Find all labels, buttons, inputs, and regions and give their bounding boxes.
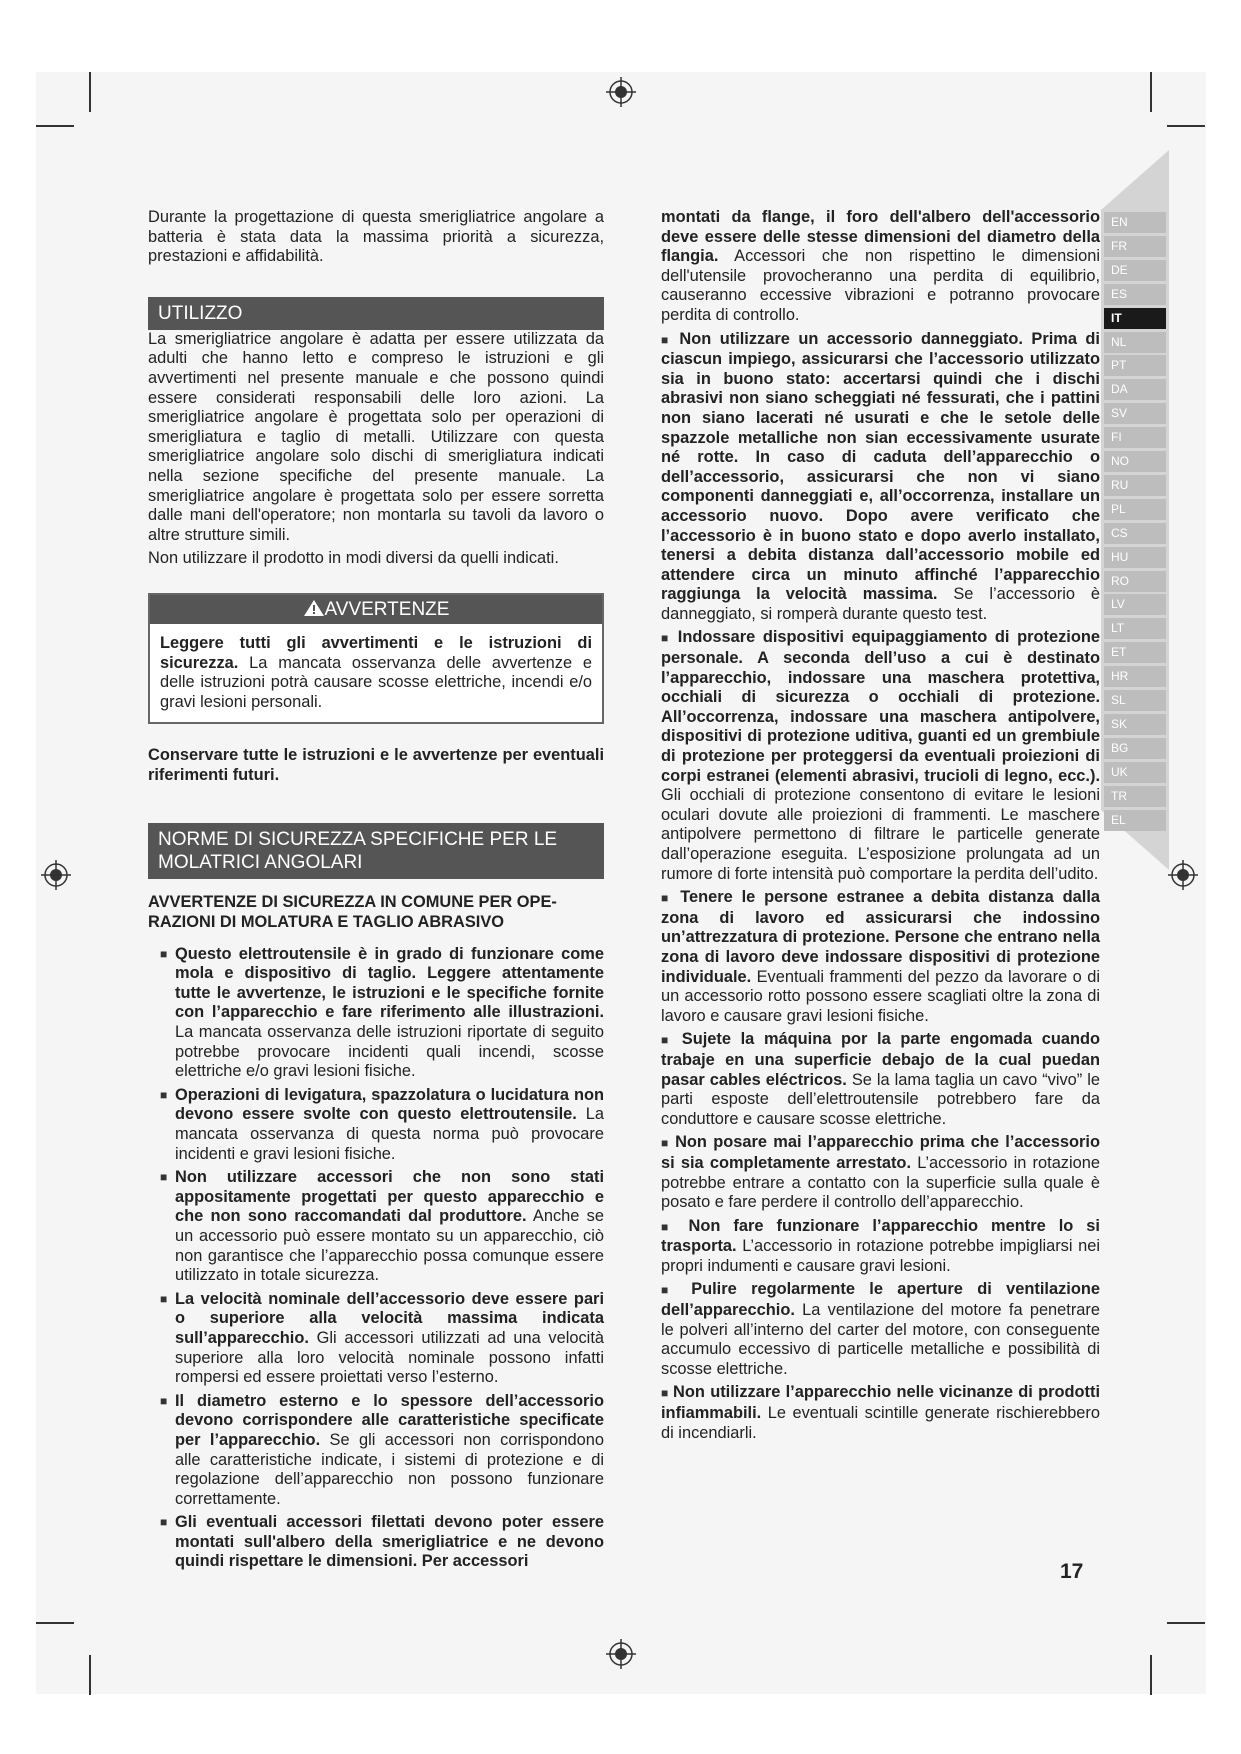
warning-title [150, 595, 602, 624]
bullet-bold: Non posare mai l’apparecchio prima che l’accessorio si sia completamente arrestato. [661, 1133, 1100, 1172]
section-header-norme [148, 823, 604, 879]
bullet-bold: Operazioni di levigatura, spazzolatura o lucidatura non devono essere svolte con questo elettroutensile. [175, 1085, 604, 1124]
left-column [148, 208, 604, 1572]
bullet-text: La ventilazione del motore fa penetrare le polveri all’interno del carter del motore, con conseguente accumulo eccessivo di particelle metalliche e possibilità di scosse elettriche. [661, 1301, 1100, 1378]
warning-text: La mancata osservanza delle avvertenze e delle istruzioni potrà causare scosse elettriche, incendi e/o gravi lesioni personali. [160, 653, 592, 711]
crop-mark [1150, 1655, 1152, 1695]
right-column [661, 208, 1100, 1443]
norme-title-line2: MOLATRICI ANGOLARI [158, 852, 363, 874]
crop-mark [89, 1655, 91, 1695]
utilizzo-paragraph: La smerigliatrice angolare è adatta per essere utilizzata da adulti che hanno letto e compreso le istruzioni e gli avvertimenti nel presente manuale e che possono quindi essere considerati responsabili delle loro azioni. La smerigliatrice angolare è progettata solo per operazioni di smerigliatura e taglio di metalli. Utilizzare con questa smerigliatrice angolare solo dischi di smerigliatura indicati nella sezione specifiche del presente manuale. La smerigliatrice angolare è progettata solo per essere sorretta dalle mani dell'operatore; non montarla su tavoli da lavoro o altre strutture simili. [148, 329, 604, 544]
bullet-text: Se gli accessori non corrispondono alle caratteristiche indicate, i sistemi di protezione e di regolazione dell’apparecchio non possono funzionare correttamente. [175, 1430, 604, 1508]
language-tab-pl[interactable]: PL [1104, 499, 1166, 520]
bullet-bold: Sujete la máquina por la parte engomada cuando trabaje en una superficie debajo de la cual puedan pasar cables eléctricos. [661, 1030, 1100, 1089]
norme-title-line1: NORME DI SICUREZZA SPECIFICHE PER LE [158, 829, 558, 851]
language-tab-uk[interactable]: UK [1104, 762, 1166, 783]
bullet-item [148, 1086, 604, 1164]
page-number: 17 [1060, 1560, 1084, 1583]
bullet-item [661, 1383, 1100, 1443]
crop-mark [1150, 72, 1152, 112]
bullet-item [661, 1280, 1100, 1379]
language-tab-sk[interactable]: SK [1104, 714, 1166, 735]
language-tab-it[interactable]: IT [1104, 308, 1166, 329]
bullet-text: Anche se un accessorio può essere montato su un apparecchio, ciò non garantisce che l’apparecchio possa comunque essere utilizzato in totale sicurezza. [175, 1207, 604, 1285]
registration-mark-icon [606, 77, 636, 107]
language-tab-sv[interactable]: SV [1104, 403, 1166, 424]
bullet-item [148, 1513, 604, 1572]
language-tab-lv[interactable]: LV [1104, 594, 1166, 615]
bullet-bold: Non utilizzare un accessorio danneggiato. Prima di ciascun impiego, assicurarsi che l’accessorio utilizzato sia in buono stato: accertarsi quindi che i dischi abrasivi non siano scheggiati né fessurati, che i pattini non siano lacerati né usurati e che le setole delle spazzole metalliche non sian eccessivamente usurate né rotte. In caso di caduta dell’apparecchio o dell’accessorio, assicurarsi che non vi siano componenti danneggiati e, all’occorrenza, installare un accessorio nuovo. Dopo avere verificato che l’accessorio è in buono stato e dopo averlo installato, tenersi a debita distanza dall’accessorio mobile ed attendere circa un minuto affinché l’apparecchio raggiunga la velocità massima. [661, 329, 1100, 604]
bullet-text: L’accessorio in rotazione potrebbe impigliarsi nei propri indumenti e causare gravi lesioni. [661, 1237, 1100, 1275]
bullet-item [661, 330, 1100, 625]
language-tab-sl[interactable]: SL [1104, 690, 1166, 711]
crop-mark [36, 125, 74, 127]
language-tab-fr[interactable]: FR [1104, 236, 1166, 257]
bullet-text: Gli accessori utilizzati ad una velocità superiore alla loro velocità nominale possono infatti rompersi ed essere proiettati verso l’esterno. [175, 1328, 604, 1387]
bullet-text: Se l’accessorio è danneggiato, si romperà durante questo test. [661, 585, 1100, 623]
bullet-bold: La velocità nominale dell’accessorio deve essere pari o superiore alla velocità massima indicata sull’apparecchio. [175, 1289, 604, 1347]
warning-title-text: AVVERTENZE [324, 598, 450, 620]
bullet-bold: Non utilizzare l’apparecchio nelle vicinanze di prodotti infiammabili. [661, 1383, 1100, 1423]
bullet-bold: Indossare dispositivi equipaggiamento di protezione personale. A seconda dell’uso a cui è destinato l’apparecchio, indossare una maschera protettiva, occhiali di sicurezza o occhiali di protezione. All’occorrenza, indossare una maschera antipolvere, dispositivi di protezione uditiva, guanti ed un grembiule di protezione per proteggersi da eventuali proiezioni di corpi estranei (elementi abrasivi, trucioli di legno, ecc.). [661, 628, 1100, 785]
crop-mark [36, 1622, 74, 1624]
language-tab-pt[interactable]: PT [1104, 355, 1166, 376]
language-tab-lt[interactable]: LT [1104, 618, 1166, 639]
bullet-item [661, 1030, 1100, 1129]
section-header-utilizzo: UTILIZZO [148, 297, 604, 330]
bullet-bold: Non utilizzare accessori che non sono stati appositamente progettati per questo apparecchio e che non sono raccomandati dal produttore. [175, 1168, 604, 1226]
bullet-item [661, 888, 1100, 1026]
language-tab-ru[interactable]: RU [1104, 475, 1166, 496]
bullet-text: Se la lama taglia un cavo “vivo” le parti esposte dell’elettroutensile potrebbero fare da conduttore e causare scosse elettriche. [661, 1070, 1101, 1128]
continuation-bold: montati da flange, il foro dell'albero dell'accessorio deve essere delle stesse dimensioni del diametro della flangia. [661, 208, 1100, 266]
language-tab-de[interactable]: DE [1104, 260, 1166, 281]
language-tab-es[interactable]: ES [1104, 284, 1166, 305]
warning-triangle-icon [303, 599, 325, 617]
language-tab-en[interactable]: EN [1104, 212, 1166, 233]
language-tab-no[interactable]: NO [1104, 451, 1166, 472]
bullet-bold: Pulire regolarmente le aperture di ventilazione dell’apparecchio. [661, 1280, 1100, 1320]
continuation-text: Accessori che non rispettino le dimensioni dell'utensile provocheranno una perdita di equilibrio, causeranno eccessive vibrazioni e potranno provocare perdita di controllo. [661, 247, 1100, 324]
bullet-item [148, 1290, 604, 1388]
bullet-bold: Gli eventuali accessori filettati devono poter essere montati sull'albero della smerigliatrice e ne devono quindi rispettare le dimensioni. Per accessori [175, 1513, 604, 1571]
registration-mark-icon [41, 860, 71, 890]
subtitle-line1: AVVERTENZE DI SICUREZZA IN COMUNE PER OPE- [148, 893, 557, 912]
language-tab-cs[interactable]: CS [1104, 523, 1166, 544]
bullet-item [148, 1392, 604, 1510]
bullet-text: La mancata osservanza di questa norma può provocare incidenti e gravi lesioni fisiche. [175, 1105, 604, 1163]
bullet-bold: Non fare funzionare l’apparecchio mentre lo si trasporta. [661, 1216, 1100, 1256]
language-tab-el[interactable]: EL [1104, 810, 1166, 831]
bullet-bold: Tenere le persone estranee a debita distanza dalla zona di lavoro ed assicurarsi che indossino un’attrezzatura di protezione. Persone che entrano nella zona di lavoro deve indossare dispositivi di protezione individuale. [661, 888, 1100, 986]
bullet-text: Le eventuali scintille generate rischierebbero di incendiarli. [661, 1404, 1100, 1442]
language-tab-hr[interactable]: HR [1104, 666, 1166, 687]
language-tab-fi[interactable]: FI [1104, 427, 1166, 448]
language-tab-hu[interactable]: HU [1104, 547, 1166, 568]
bullet-text: Gli occhiali di protezione consentono di evitare le lesioni oculari dovute alle proiezioni di frammenti. Le maschere antipolvere permettono di filtrare le particelle generate dall’operazione eseguita. L’esposizione prolungata ad un rumore di forte intensità può comportare la perdita dell’udito. [661, 786, 1100, 883]
utilizzo-note: Non utilizzare il prodotto in modi diversi da quelli indicati. [148, 549, 559, 568]
language-tab-nl[interactable]: NL [1104, 332, 1166, 353]
language-tab-ro[interactable]: RO [1104, 571, 1166, 592]
bullet-text: La mancata osservanza delle istruzioni riportate di seguito potrebbe provocare incidenti quali incendi, scosse elettriche e/o gravi lesioni fisiche. [175, 1023, 604, 1081]
bullet-text: L’accessorio in rotazione potrebbe entrare a contatto con la superficie sulla quale è posato e fare perdere il controllo dell’apparecchio. [661, 1153, 1100, 1212]
registration-mark-icon [606, 1639, 636, 1669]
intro-paragraph: Durante la progettazione di questa smerigliatrice angolare a batteria è stata data la massima priorità a sicurezza, prestazioni e affidabilità. [148, 208, 604, 266]
language-tab-tr[interactable]: TR [1104, 786, 1166, 807]
bullet-item [148, 945, 604, 1082]
registration-mark-icon [1168, 860, 1198, 890]
right-bullet-list [661, 330, 1100, 1444]
language-tab-da[interactable]: DA [1104, 379, 1166, 400]
left-bullet-list [148, 945, 604, 1572]
crop-mark [1167, 125, 1205, 127]
bullet-item [661, 1133, 1100, 1212]
crop-mark [89, 72, 91, 112]
language-tab-et[interactable]: ET [1104, 642, 1166, 663]
bullet-item [148, 1168, 604, 1286]
bullet-item [661, 1217, 1100, 1277]
warning-box [148, 593, 604, 724]
conserve-note: Conservare tutte le istruzioni e le avvertenze per eventuali riferimenti futuri. [148, 746, 604, 784]
warning-bold: Leggere tutti gli avvertimenti e le istruzioni di sicurezza. [160, 633, 592, 672]
bullet-text: Eventuali frammenti del pezzo da lavorare o di un accessorio rotto possono essere scagliati oltre la zona di lavoro e causare gravi lesioni fisiche. [661, 967, 1100, 1025]
subtitle-line2: RAZIONI DI MOLATURA E TAGLIO ABRASIVO [148, 913, 505, 932]
bullet-bold: Il diametro esterno e lo spessore dell’accessorio devono corrispondere alle caratteristiche specificate per l’apparecchio. [175, 1391, 604, 1449]
language-tab-bg[interactable]: BG [1104, 738, 1166, 759]
crop-mark [1167, 1622, 1205, 1624]
bullet-bold: Questo elettroutensile è in grado di funzionare come mola e dispositivo di taglio. Leggere attentamente tutte le avvertenze, le istruzioni e le specifiche fornite con l’apparecchio e fare riferimento alle illustrazioni. [175, 944, 604, 1022]
bullet-item [661, 628, 1100, 884]
